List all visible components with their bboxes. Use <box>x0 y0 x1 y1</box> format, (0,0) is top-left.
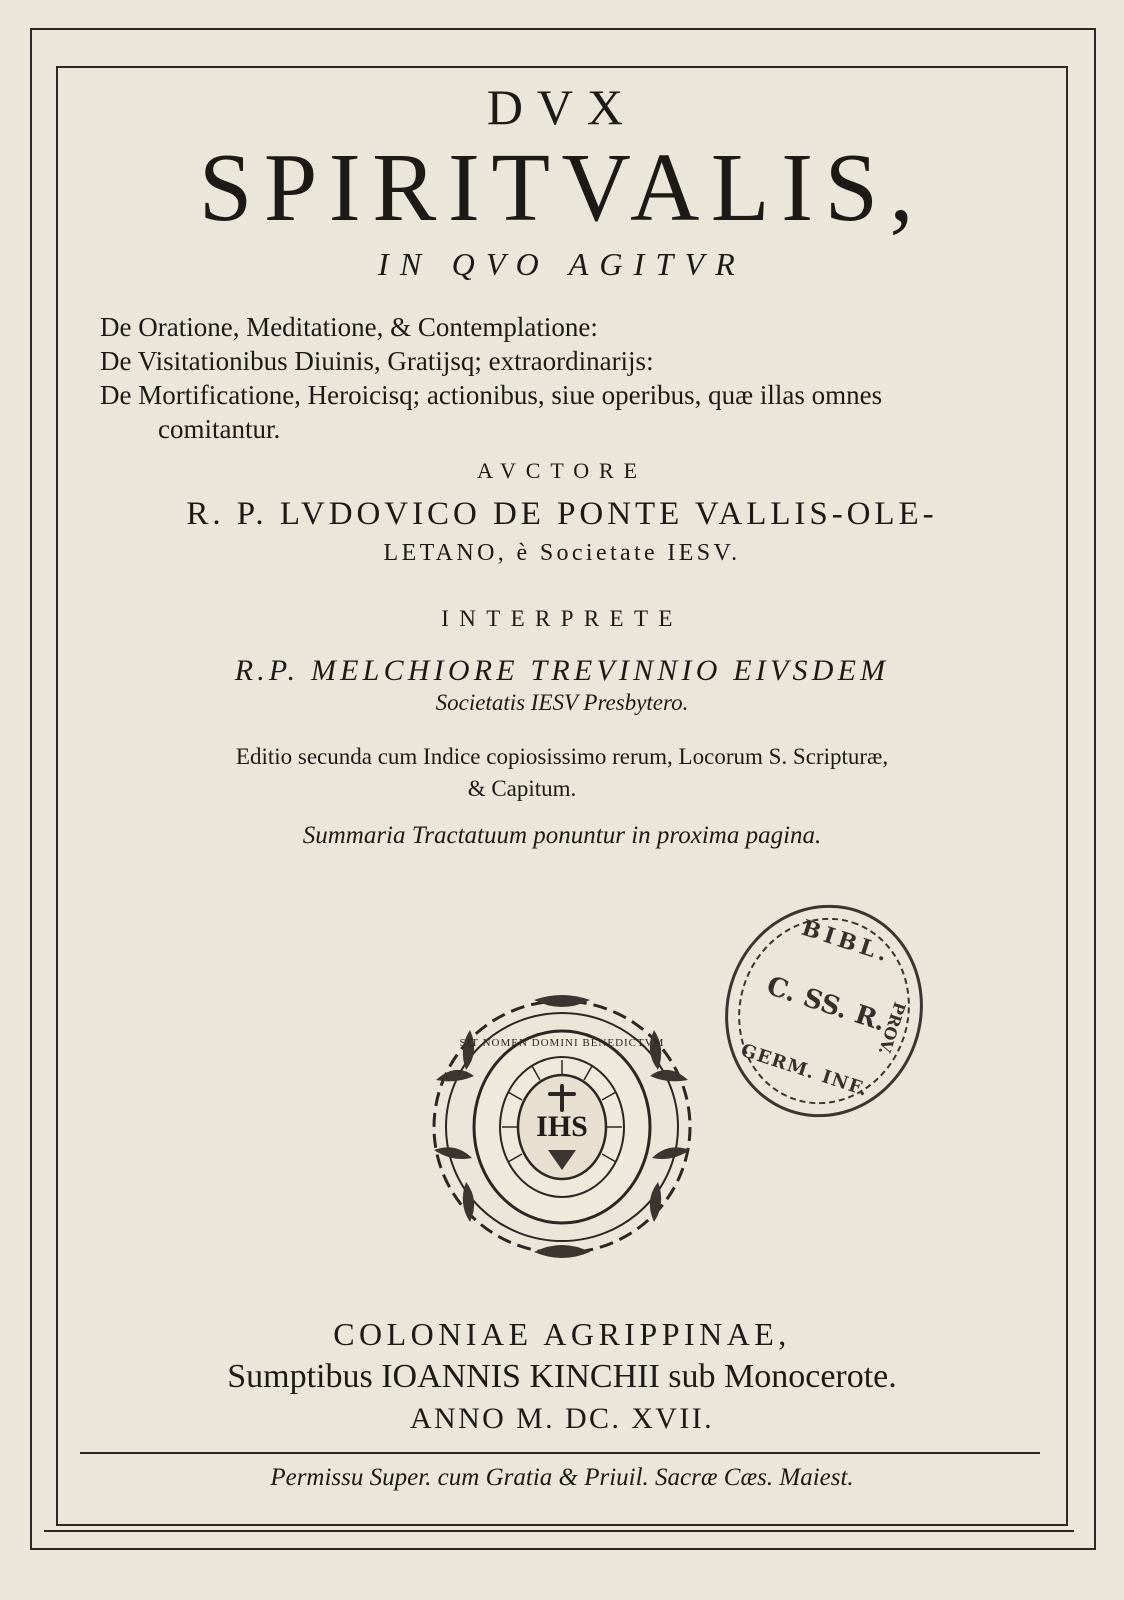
privilege-line: Permissu Super. cum Gratia & Priuil. Sacræ Cæs. Maiest. <box>270 1464 854 1491</box>
summary-note: Summaria Tractatuum ponuntur in proxima pagina. <box>302 822 822 849</box>
topic-line-2: De Visitationibus Diuinis, Gratijsq; extraordinarijs: <box>100 346 654 376</box>
title-line-3: IN QVO AGITVR <box>377 246 747 282</box>
imprint-rule <box>80 1452 1040 1454</box>
author-line-1: R. P. LVDOVICO DE PONTE VALLIS-OLE- <box>186 496 938 532</box>
footer-rule <box>44 1530 1074 1532</box>
edition-line-1: Editio secunda cum Indice copiosissimo rerum, Locorum S. Scripturæ, <box>235 744 889 769</box>
stamp-text-top: BIBL. <box>798 914 895 969</box>
translator-line-2: Societatis IESV Presbytero. <box>435 690 689 715</box>
imprint-line-1: COLONIAE AGRIPPINAE, <box>333 1316 791 1352</box>
title-line-2: SPIRITVALIS, <box>198 134 926 242</box>
emblem-monogram: IHS <box>536 1110 588 1143</box>
stamp-text-bottom: GERM. INF. <box>738 1039 872 1101</box>
edition-line-2: & Capitum. <box>467 776 577 801</box>
stamp-text-side: PROV. <box>874 999 910 1058</box>
author-label: AVCTORE <box>477 458 647 483</box>
topic-line-3: De Mortificatione, Heroicisq; actionibus, siue operibus, quæ illas omnes <box>100 380 883 410</box>
stamp-text-mid: C. SS. R. <box>762 971 890 1038</box>
topic-line-4: comitantur. <box>158 414 281 444</box>
translator-label: INTERPRETE <box>441 606 683 631</box>
imprint-line-2: Sumptibus IOANNIS KINCHII sub Monocerote. <box>227 1358 897 1395</box>
author-line-2: LETANO, è Societate IESV. <box>383 540 741 566</box>
emblem-ring-text: SIT NOMEN DOMINI BENEDICTVM <box>459 1037 665 1049</box>
imprint-line-3: ANNO M. DC. XVII. <box>409 1402 715 1435</box>
jesuit-emblem <box>424 990 700 1264</box>
title-line-1: DVX <box>486 79 638 135</box>
translator-line-1: R.P. MELCHIORE TREVINNIO EIVSDEM <box>234 654 890 687</box>
topic-line-1: De Oratione, Meditatione, & Contemplatione: <box>100 312 598 342</box>
